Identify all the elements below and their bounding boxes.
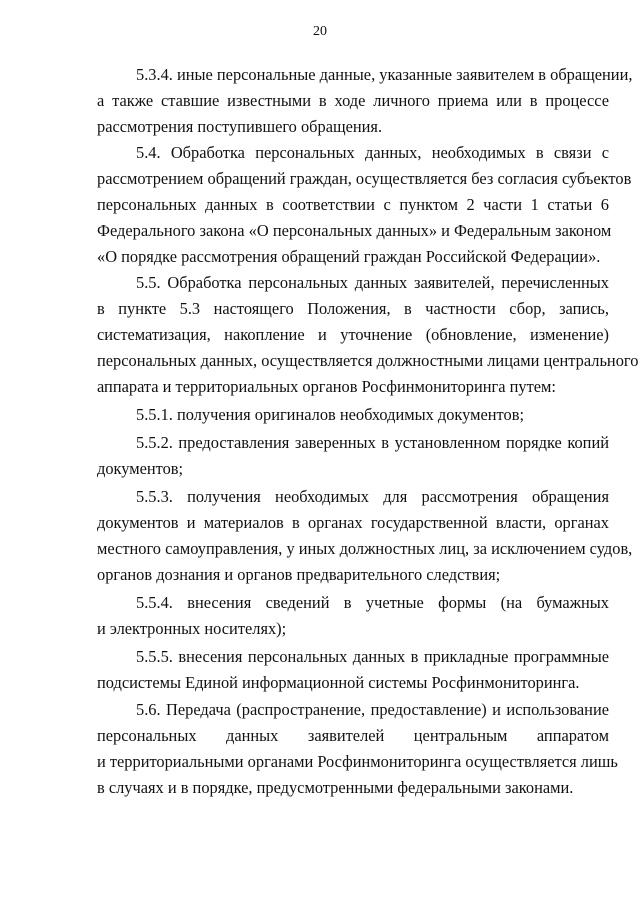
paragraph-5-5-4-line-2: и электронных носителях); [97, 619, 287, 638]
paragraph-5-5-5-line-2: подсистемы Единой информационной системы Росфинмониторинга. [97, 673, 580, 692]
paragraph-5-5-2-line-1: 5.5.2. предоставления заверенных в установленном порядке копий [136, 433, 609, 452]
paragraph-5-6-line-4: в случаях и в порядке, предусмотренными федеральными законами. [97, 778, 574, 797]
paragraph-5-3-4-line-3: рассмотрения поступившего обращения. [97, 117, 383, 136]
paragraph-5-6-line-1: 5.6. Передача (распространение, предоставление) и использование [136, 700, 609, 719]
paragraph-5-3-4-line-2: а также ставшие известными в ходе личного приема или в процессе [97, 91, 609, 110]
paragraph-5-5-3-line-1: 5.5.3. получения необходимых для рассмотрения обращения [136, 487, 609, 506]
paragraph-5-5-line-5: аппарата и территориальных органов Росфинмониторинга путем: [97, 377, 556, 396]
paragraph-5-6-line-2: персональных данных заявителей центральным аппаратом [97, 726, 609, 745]
paragraph-5-5-2-line-2: документов; [97, 459, 184, 478]
paragraph-5-5-3-line-3: местного самоуправления, у иных должностных лиц, за исключением судов, [97, 539, 633, 558]
paragraph-5-3-4-line-1: 5.3.4. иные персональные данные, указанные заявителем в обращении, [136, 65, 633, 84]
paragraph-5-5-line-1: 5.5. Обработка персональных данных заявителей, перечисленных [136, 273, 609, 292]
paragraph-5-4-line-2: рассмотрением обращений граждан, осуществляется без согласия субъектов [97, 169, 632, 188]
paragraph-5-5-line-3: систематизация, накопление и уточнение (обновление, изменение) [97, 325, 609, 344]
paragraph-5-6-line-3: и территориальными органами Росфинмониторинга осуществляется лишь [97, 752, 618, 771]
paragraph-5-5-3-line-2: документов и материалов в органах государственной власти, органах [97, 513, 609, 532]
paragraph-5-4-line-5: «О порядке рассмотрения обращений граждан Российской Федерации». [97, 247, 601, 266]
paragraph-5-5-5-line-1: 5.5.5. внесения персональных данных в прикладные программные [136, 647, 609, 666]
paragraph-5-4-line-4: Федерального закона «О персональных данных» и Федеральным законом [97, 221, 612, 240]
paragraph-5-5-4-line-1: 5.5.4. внесения сведений в учетные формы (на бумажных [136, 593, 609, 612]
paragraph-5-5-line-2: в пункте 5.3 настоящего Положения, в частности сбор, запись, [97, 299, 609, 318]
paragraph-5-5-line-4: персональных данных, осуществляется должностными лицами центрального [97, 351, 639, 370]
paragraph-5-4-line-1: 5.4. Обработка персональных данных, необходимых в связи с [136, 143, 609, 162]
page-number: 20 [313, 24, 327, 39]
paragraph-5-5-3-line-4: органов дознания и органов предварительного следствия; [97, 565, 501, 584]
paragraph-5-4-line-3: персональных данных в соответствии с пунктом 2 части 1 статьи 6 [97, 195, 609, 214]
paragraph-5-5-1-line-1: 5.5.1. получения оригиналов необходимых документов; [136, 405, 524, 424]
